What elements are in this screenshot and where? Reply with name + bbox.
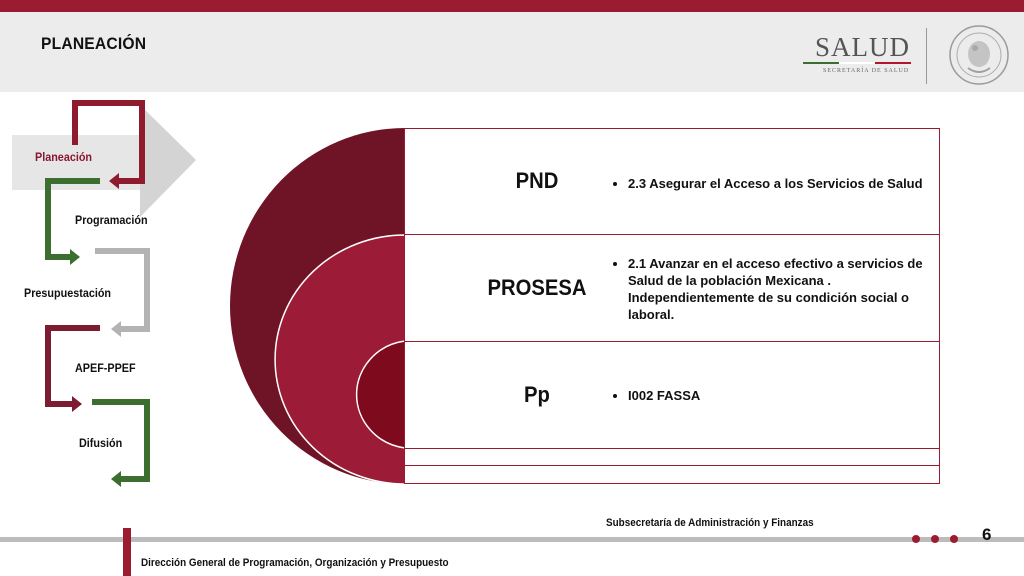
level-bullet-prosesa: • 2.1 Avanzar en el acceso efectivo a servicios de Salud de la población Mexicana . Independientemente de su condición social o laboral. — [614, 255, 936, 323]
flow-step-apef-ppef[interactable]: APEF-PPEF — [75, 361, 136, 375]
page-title: PLANEACIÓN — [41, 34, 147, 53]
level-title-prosesa: PROSESA — [487, 275, 587, 300]
salud-logo-subtext: SECRETARÍA DE SALUD — [823, 68, 910, 74]
logo-divider — [926, 28, 927, 84]
row-divider — [404, 341, 940, 342]
footer-direccion: Dirección General de Programación, Organización y Presupuesto — [141, 557, 449, 569]
logo-line-white — [839, 62, 875, 64]
level-bullet-pp: • I002 FASSA — [614, 387, 934, 404]
logo-line-red — [875, 62, 911, 64]
footer-subsecretaria: Subsecretaría de Administración y Finanzas — [606, 517, 814, 529]
mexico-seal-icon — [948, 24, 1010, 86]
flow-step-presupuestacion[interactable]: Presupuestación — [24, 286, 112, 300]
logo-line-green — [803, 62, 839, 64]
nested-circles-graphic — [230, 128, 410, 486]
flow-step-programacion[interactable]: Programación — [75, 213, 148, 227]
flow-step-difusion[interactable]: Difusión — [79, 436, 123, 450]
salud-logo-text: SALUD — [815, 32, 911, 62]
footer-accent — [123, 528, 131, 576]
top-accent-bar — [0, 0, 1024, 12]
level-title-pp: Pp — [524, 382, 550, 407]
level-bullet-pnd: • 2.3 Asegurar el Acceso a los Servicios de Salud — [614, 175, 934, 192]
row-divider — [404, 465, 940, 466]
page-number: 6 — [982, 525, 992, 544]
level-title-pnd: PND — [515, 168, 559, 193]
row-divider — [404, 448, 940, 449]
row-divider — [404, 234, 940, 235]
flow-step-planeacion[interactable]: Planeación — [35, 150, 93, 164]
footer-bar — [0, 537, 1024, 542]
ellipsis-dots-icon — [912, 530, 969, 548]
